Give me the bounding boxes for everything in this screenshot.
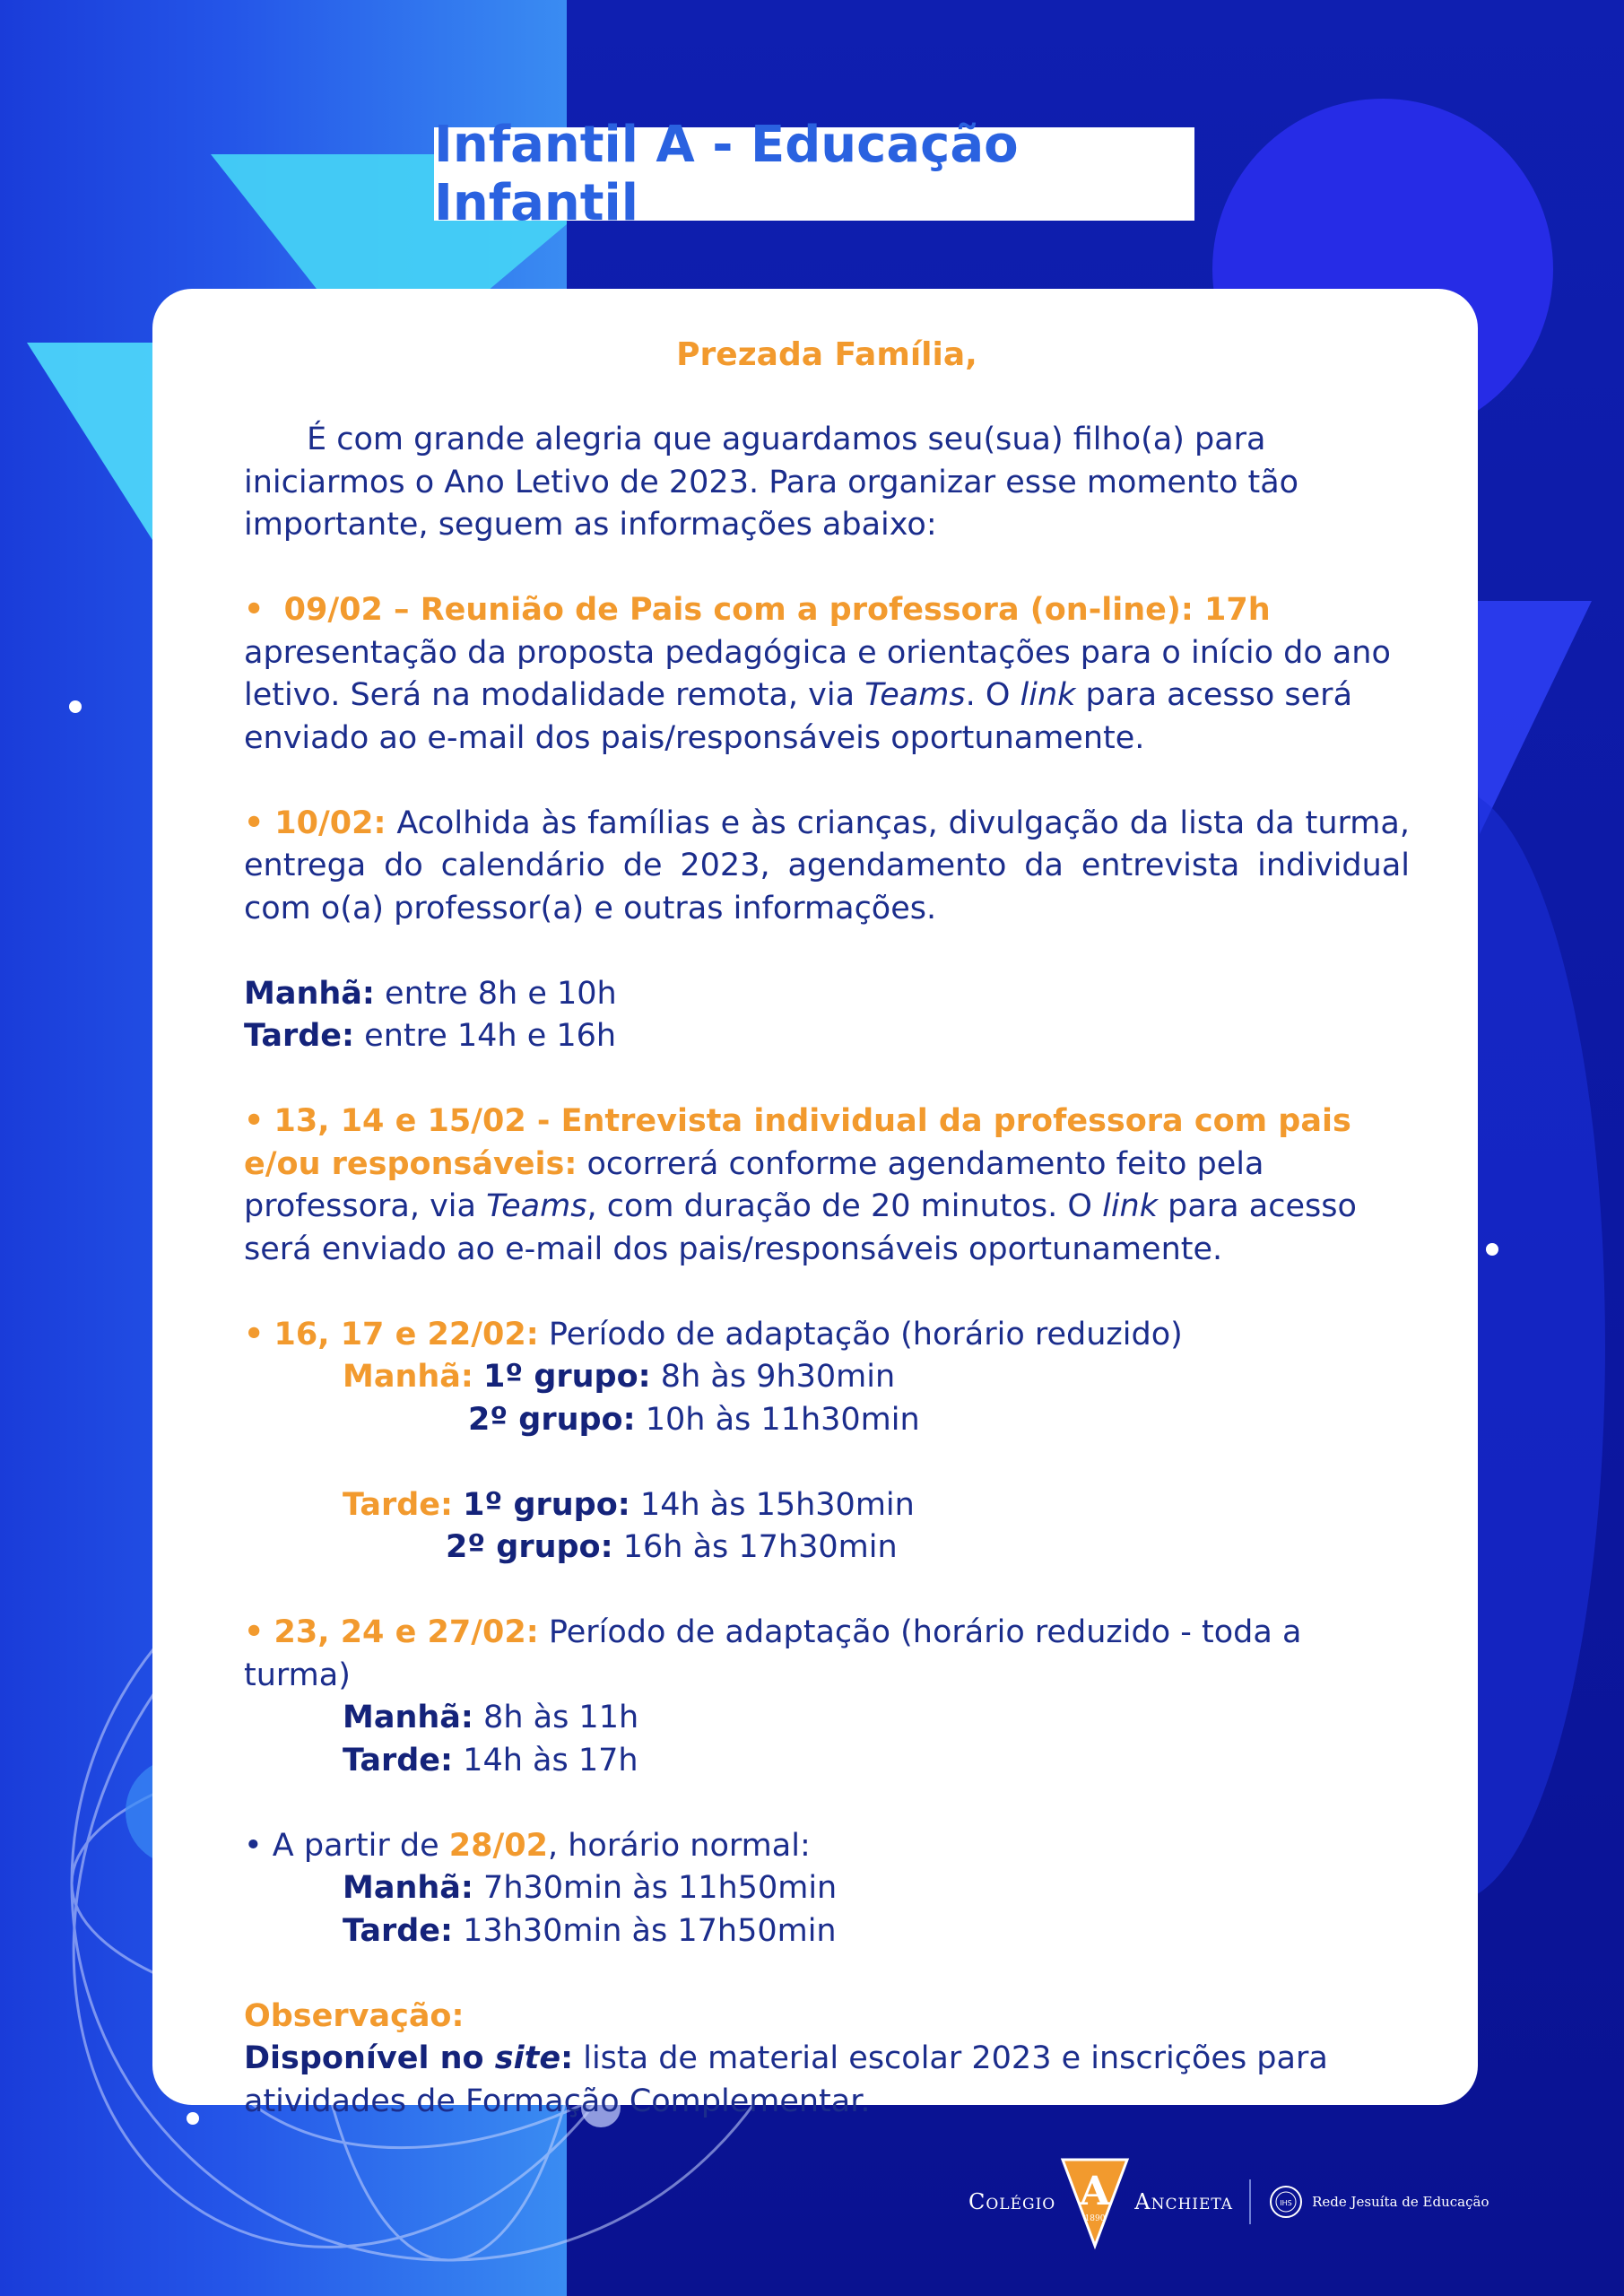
afternoon-label: Tarde: — [343, 1486, 454, 1523]
school-name-part1: Colégio — [968, 2189, 1056, 2214]
normal-morning — [244, 1867, 1410, 1910]
interview-heading: 13, 14 e 15/02 - Entrevista individual da professora com pais e/ou responsáveis: — [244, 1103, 1351, 1182]
bullet: • — [244, 1103, 265, 1139]
observation-label: Observação: — [244, 1997, 465, 2034]
meeting-text: . O — [965, 677, 1020, 713]
morning-label: Manhã: — [343, 1359, 473, 1395]
bullet: • — [244, 1827, 263, 1864]
link-word: link — [1102, 1188, 1158, 1224]
adaptation2-date: 23, 24 e 27/02: — [274, 1614, 539, 1650]
group2-value: 10h às 11h30min — [645, 1401, 920, 1438]
group2-label: 2º grupo: — [446, 1529, 613, 1565]
jesuit-seal-icon — [1267, 2183, 1305, 2221]
adaptation2-afternoon — [244, 1740, 1410, 1783]
welcome-date: 10/02: — [274, 804, 386, 841]
adaptation1-morning-g2 — [244, 1399, 1410, 1442]
seal-text: IHS — [1280, 2199, 1292, 2207]
observation-bold: Disponível no — [244, 2040, 495, 2076]
bullet: • — [244, 804, 265, 841]
adaptation1-morning-g1 — [244, 1356, 1410, 1399]
afternoon-value: 14h às 17h — [463, 1742, 638, 1779]
interview-text: para acesso será enviado ao e-mail dos pais/responsáveis oportunamente. — [244, 1188, 1357, 1267]
welcome-text: Acolhida às famílias e às crianças, divulgação da lista da turma, entrega do calendário de 2023, agendamento da entrevista individual com o(a) professor(a) e outras informações. — [244, 804, 1410, 926]
adaptation1-text: Período de adaptação (horário reduzido) — [548, 1316, 1183, 1352]
bullet: • — [244, 592, 265, 628]
meeting-heading: 09/02 – Reunião de Pais com a professora (on-line): 17h — [283, 592, 1271, 628]
intro-text: É com grande alegria que aguardamos seu(sua) filho(a) para iniciarmos o Ano Letivo de 2023. Para organizar esse momento tão importante, seguem as informações abaixo: — [244, 422, 1299, 543]
normal-text: A partir de — [272, 1827, 449, 1864]
logo-year: 1890 — [1084, 2214, 1106, 2223]
bullet: • — [244, 1614, 265, 1650]
morning-value: entre 8h e 10h — [385, 975, 617, 1012]
footer-logos — [968, 2152, 1524, 2251]
greeting: Prezada Família, — [676, 336, 977, 373]
afternoon-label: Tarde: — [343, 1912, 454, 1949]
link-word: link — [1020, 677, 1076, 713]
adaptation1-afternoon-g1 — [244, 1484, 1410, 1527]
logo-letter: A — [1080, 2169, 1111, 2214]
adaptation2-text: Período de adaptação (horário reduzido - toda a turma) — [244, 1614, 1302, 1693]
morning-label: Manhã: — [343, 1870, 473, 1906]
meeting-item — [244, 589, 1410, 760]
morning-label: Manhã: — [343, 1700, 473, 1735]
adaptation1-afternoon-g2 — [244, 1526, 1410, 1570]
adaptation1-date: 16, 17 e 22/02: — [274, 1316, 539, 1352]
page-title: Infantil A - Educação Infantil — [434, 116, 1019, 232]
network-name: Rede Jesuíta de Educação — [1312, 2194, 1489, 2210]
normal-item — [244, 1825, 1410, 1868]
site-word: site — [494, 2040, 561, 2076]
adaptation2-morning — [244, 1697, 1410, 1740]
interview-text: , com duração de 20 minutos. O — [586, 1188, 1103, 1224]
teams-word: Teams — [864, 677, 966, 713]
group1-label: 1º grupo: — [483, 1359, 651, 1395]
morning-value: 7h30min às 11h50min — [483, 1870, 838, 1906]
welcome-morning — [244, 973, 1410, 1016]
welcome-item — [244, 803, 1410, 931]
group1-value: 8h às 9h30min — [660, 1359, 896, 1395]
group2-label: 2º grupo: — [468, 1401, 636, 1438]
meeting-text: apresentação da proposta pedagógica e orientações para o início do ano letivo. Será na modalidade remota, via — [244, 634, 1391, 713]
title-box — [434, 116, 1194, 232]
observation-body: lista de material escolar 2023 e inscrições para atividades de Formação Complementar. — [244, 2040, 1328, 2119]
observation-text — [244, 2038, 1410, 2123]
morning-label: Manhã: — [244, 975, 375, 1012]
letter-content — [244, 334, 1410, 2123]
footer-divider — [1249, 2179, 1251, 2224]
adaptation2-item — [244, 1612, 1410, 1697]
bullet: • — [244, 1316, 265, 1352]
group1-value: 14h às 15h30min — [639, 1486, 915, 1523]
afternoon-label: Tarde: — [244, 1018, 355, 1054]
interview-item — [244, 1100, 1410, 1271]
afternoon-value: 13h30min às 17h50min — [463, 1912, 837, 1949]
afternoon-label: Tarde: — [343, 1742, 454, 1779]
intro-paragraph — [244, 419, 1410, 547]
meeting-text: para acesso será enviado ao e-mail dos pais/responsáveis oportunamente. — [244, 677, 1353, 756]
normal-afternoon — [244, 1910, 1410, 1953]
group1-label: 1º grupo: — [463, 1486, 630, 1523]
teams-word: Teams — [486, 1188, 587, 1224]
normal-text: , horário normal: — [547, 1827, 811, 1864]
welcome-afternoon — [244, 1015, 1410, 1058]
adaptation1-item — [244, 1314, 1410, 1357]
normal-date: 28/02 — [448, 1827, 548, 1864]
group2-value: 16h às 17h30min — [622, 1529, 898, 1565]
afternoon-value: entre 14h e 16h — [364, 1018, 617, 1054]
interview-text: ocorrerá conforme agendamento feito pela professora, via — [244, 1145, 1264, 1224]
school-logo-icon — [1059, 2152, 1131, 2251]
observation-bold: : — [560, 2040, 574, 2076]
school-name-part2: Anchieta — [1134, 2189, 1234, 2214]
morning-value: 8h às 11h — [483, 1700, 639, 1735]
